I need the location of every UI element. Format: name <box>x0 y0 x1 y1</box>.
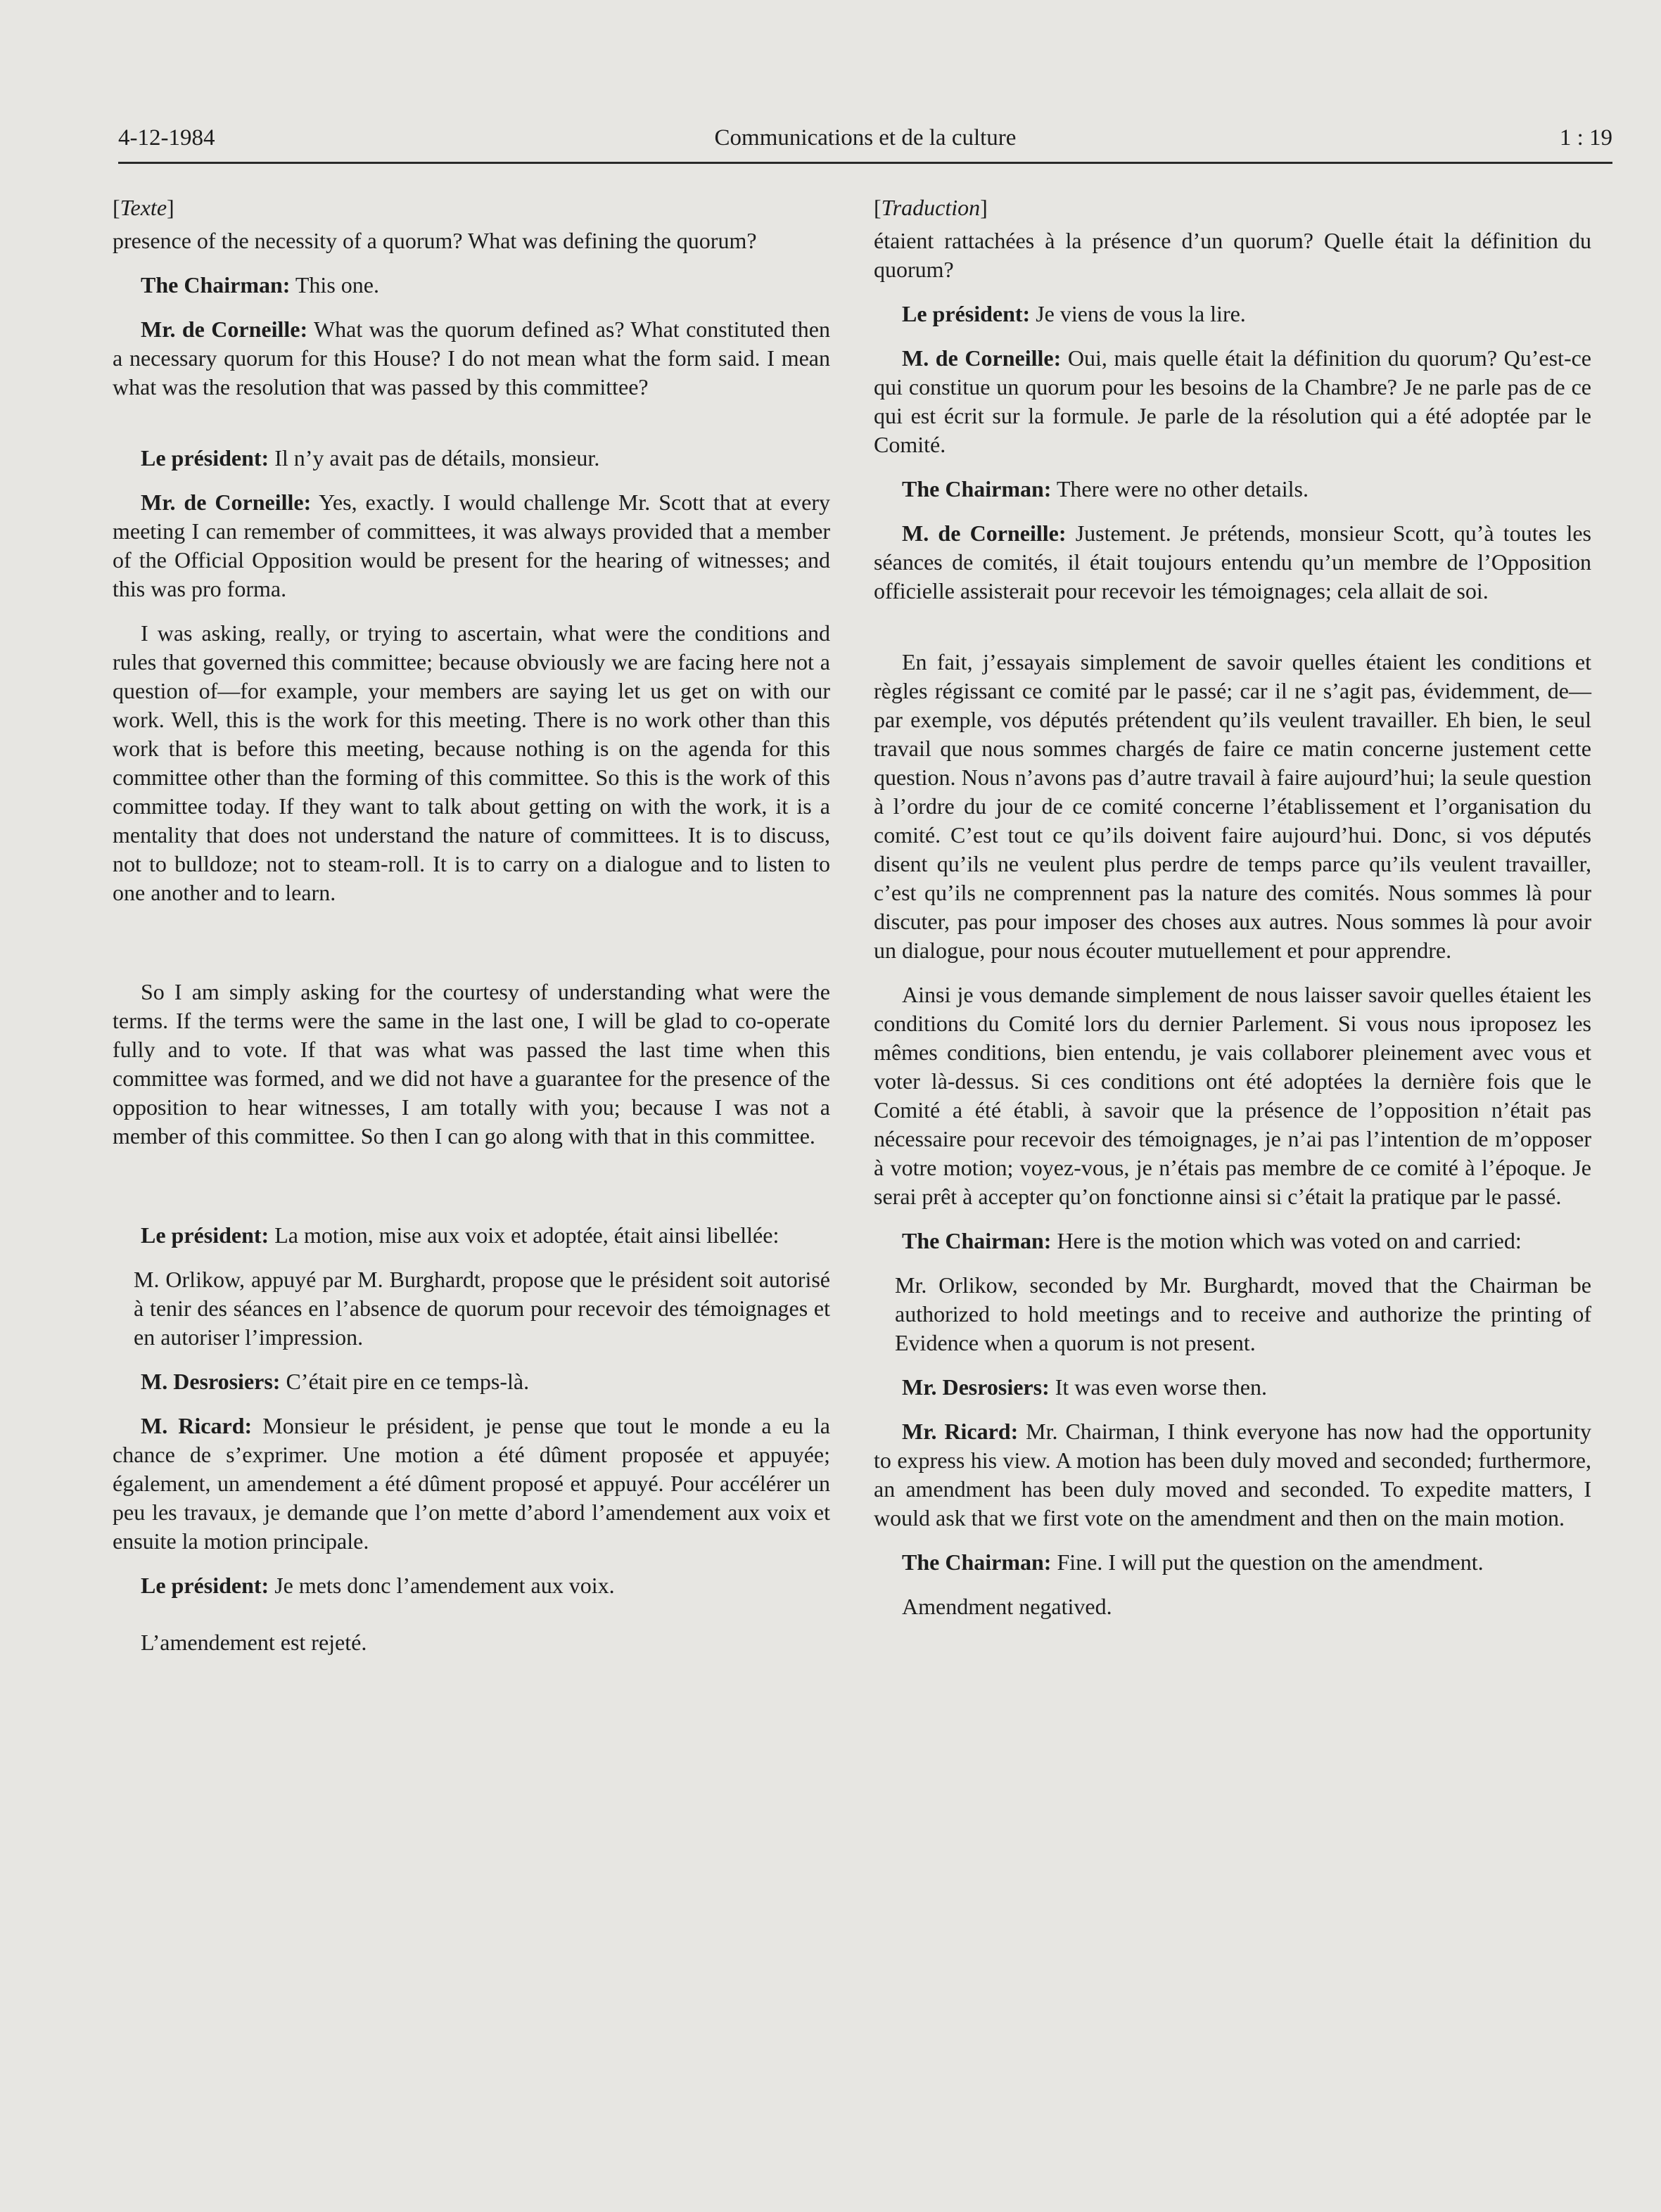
paragraph <box>113 619 830 907</box>
paragraph-text: So I am simply asking for the courtesy of understanding what were the terms. If the terms were the same in the last one, I will be glad to co-operate fully and to vote. If that was what was passed the last time when this committee was formed, and we did not have a guarantee for the presence of the opposition to hear witnesses, I am totally with you; because I was not a member of this committee. So then I can go along with that in this committee. <box>113 979 830 1149</box>
paragraph <box>874 226 1591 284</box>
paragraph-text: En fait, j’essayais simplement de savoir quelles étaient les conditions et règles régissant ce comité par le passé; car il ne s’agit pas, évidemment, de—par exemple, vos députés prétendent qu’ils veulent travailler. Eh bien, le seul travail que nous sommes chargés de faire ce matin concerne justement cette question. Nous n’avons pas d’autre travail à faire aujourd’hui; la seule question à l’ordre du jour de ce comité concerne l’établissement et l’organisation du comité. C’est tout ce qu’ils doivent faire aujourd’hui. Donc, si vos députés disent qu’ils ne veulent plus perdre de temps parce qu’ils veulent travailler, c’est qu’ils ne comprennent pas la nature des comités. Nous sommes là pour discuter, pas pour imposer des choses aux autres. Nous sommes là pour avoir un dialogue, pour nous écouter mutuellement et pour apprendre. <box>874 649 1591 963</box>
speaker-name: Mr. de Corneille: <box>141 490 312 515</box>
quote-text: Mr. Orlikow, seconded by Mr. Burghardt, moved that the Chairman be authorized to hold meetings and to receive and authorize the printing of Evidence when a quorum is not present. <box>895 1272 1591 1355</box>
speech-text: Mr. Chairman, I think everyone has now had the opportunity to express his view. A motion has been duly moved and seconded; furthermore, an amendment has been duly moved and seconded. To expedite matters, I would ask that we first vote on the amendment and then on the main motion. <box>874 1419 1592 1530</box>
left-column-label: [Texte] <box>113 195 174 220</box>
speech-paragraph <box>874 344 1591 459</box>
speaker-name: M. de Corneille: <box>902 345 1062 371</box>
speech-paragraph <box>874 1227 1591 1255</box>
speech-paragraph <box>113 1221 830 1250</box>
speaker-name: Le président: <box>141 445 269 471</box>
speech-text: Je mets donc l’amendement aux voix. <box>269 1573 615 1598</box>
speech-paragraph <box>113 1412 830 1556</box>
speech-paragraph <box>874 475 1591 504</box>
speaker-name: The Chairman: <box>902 476 1052 501</box>
left-column-label-text: Texte <box>120 195 167 220</box>
quote-text: M. Orlikow, appuyé par M. Burghardt, propose que le président soit autorisé à tenir des séances en l’absence de quorum pour recevoir des témoignages et en autoriser l’impression. <box>134 1267 830 1350</box>
header-page-number: 1 : 19 <box>1559 125 1612 151</box>
speech-paragraph <box>113 1367 830 1396</box>
speech-paragraph <box>874 1548 1591 1577</box>
speech-text: C’était pire en ce temps-là. <box>280 1369 530 1394</box>
speech-paragraph <box>874 1373 1591 1402</box>
paragraph-text: Amendment negatived. <box>902 1594 1112 1619</box>
motion-quote <box>895 1271 1591 1357</box>
speaker-name: Mr. de Corneille: <box>141 317 308 342</box>
right-column-label-text: Traduction <box>881 195 981 220</box>
speech-text: Fine. I will put the question on the amendment. <box>1051 1549 1484 1575</box>
speech-paragraph <box>113 444 830 473</box>
speech-text: Here is the motion which was voted on and carried: <box>1051 1228 1522 1253</box>
page-header <box>118 125 1612 164</box>
speaker-name: Mr. Desrosiers: <box>902 1374 1050 1400</box>
header-title: Communications et de la culture <box>714 125 1017 151</box>
speaker-name: The Chairman: <box>902 1549 1052 1575</box>
speech-text: Je viens de vous la lire. <box>1030 301 1246 326</box>
speaker-name: M. Ricard: <box>141 1413 253 1438</box>
speaker-name: Le président: <box>141 1222 269 1248</box>
speech-text: It was even worse then. <box>1049 1374 1267 1400</box>
right-column <box>874 193 1591 1637</box>
paragraph <box>874 980 1591 1211</box>
speaker-name: M. de Corneille: <box>902 520 1067 546</box>
paragraph <box>113 978 830 1151</box>
paragraph <box>113 1628 830 1657</box>
speaker-name: The Chairman: <box>902 1228 1052 1253</box>
speech-text: Oui, mais quelle était la définition du quorum? Qu’est-ce qui constitue un quorum pour les besoins de la Chambre? Je ne parle pas de ce qui est écrit sur la formule. Je parle de la résolution qui a été adoptée par le Comité. <box>874 345 1592 457</box>
header-date: 4-12-1984 <box>118 125 215 151</box>
speech-paragraph <box>113 315 830 402</box>
paragraph-text: Ainsi je vous demande simplement de nous laisser savoir quelles étaient les conditions du Comité lors du dernier Parlement. Si vous nous iproposez les mêmes conditions, bien entendu, je vais collaborer pleinement avec vous et voter là-dessus. Si ces conditions ont été adoptées la dernière fois que le Comité a été établi, à savoir que la présence de l’opposition n’était pas nécessaire pour recevoir des témoignages, je n’ai pas l’intention de m’opposer à votre motion; voyez-vous, je n’étais pas membre de ce comité à l’époque. Je serai prêt à accepter qu’on fonctionne ainsi si c’était la pratique par le passé. <box>874 982 1591 1209</box>
paragraph-text: étaient rattachées à la présence d’un quorum? Quelle était la définition du quorum? <box>874 228 1591 282</box>
paragraph-text: L’amendement est rejeté. <box>141 1630 367 1655</box>
speech-paragraph <box>113 488 830 603</box>
speech-text: Il n’y avait pas de détails, monsieur. <box>269 445 600 471</box>
speaker-name: M. Desrosiers: <box>141 1369 281 1394</box>
motion-quote <box>134 1265 830 1352</box>
speech-paragraph <box>874 300 1591 328</box>
speaker-name: The Chairman: <box>141 272 291 298</box>
speech-text: There were no other details. <box>1051 476 1309 501</box>
speech-paragraph <box>874 519 1591 606</box>
paragraph <box>874 1592 1591 1621</box>
speaker-name: Le président: <box>902 301 1031 326</box>
paragraph-text: presence of the necessity of a quorum? What was defining the quorum? <box>113 228 757 253</box>
speech-text: This one. <box>290 272 379 298</box>
paragraph <box>113 226 830 255</box>
speech-text: Justement. Je prétends, monsieur Scott, qu’à toutes les séances de comités, il était toujours entendu qu’un membre de l’Opposition officielle assisterait pour recevoir les témoignages; cela allait de soi. <box>874 520 1591 603</box>
speaker-name: Mr. Ricard: <box>902 1419 1019 1444</box>
speech-text: Yes, exactly. I would challenge Mr. Scott that at every meeting I can remember of committees, it was always provided that a member of the Official Opposition would be present for the hearing of witnesses; and this was pro forma. <box>113 490 831 601</box>
speech-text: La motion, mise aux voix et adoptée, était ainsi libellée: <box>269 1222 779 1248</box>
left-column <box>113 193 830 1673</box>
paragraph <box>874 648 1591 965</box>
right-column-label: [Traduction] <box>874 195 988 220</box>
speech-paragraph <box>113 1571 830 1600</box>
speaker-name: Le président: <box>141 1573 269 1598</box>
speech-text: Monsieur le président, je pense que tout le monde a eu la chance de s’exprimer. Une motion a été dûment proposée et appuyée; également, un amendement a été dûment proposé et appuyé. Pour accélérer un peu les travaux, je demande que l’on mette d’abord l’amendement aux voix et ensuite la motion principale. <box>113 1413 831 1554</box>
speech-text: What was the quorum defined as? What constituted then a necessary quorum for this House? I do not mean what the form said. I mean what was the resolution that was passed by this committee? <box>113 317 831 399</box>
speech-paragraph <box>874 1417 1591 1533</box>
paragraph-text: I was asking, really, or trying to ascertain, what were the conditions and rules that governed this committee; because obviously we are facing here not a question of—for example, your members are saying let us get on with our work. Well, this is the work for this meeting. There is no work other than this work that is before this meeting, because nothing is on the agenda for this committee other than the forming of this committee. So this is the work of this committee today. If they want to talk about getting on with the work, it is a mentality that does not understand the nature of committees. It is to discuss, not to bulldoze; not to steam-roll. It is to carry on a dialogue and to listen to one another and to learn. <box>113 620 830 905</box>
speech-paragraph <box>113 271 830 300</box>
